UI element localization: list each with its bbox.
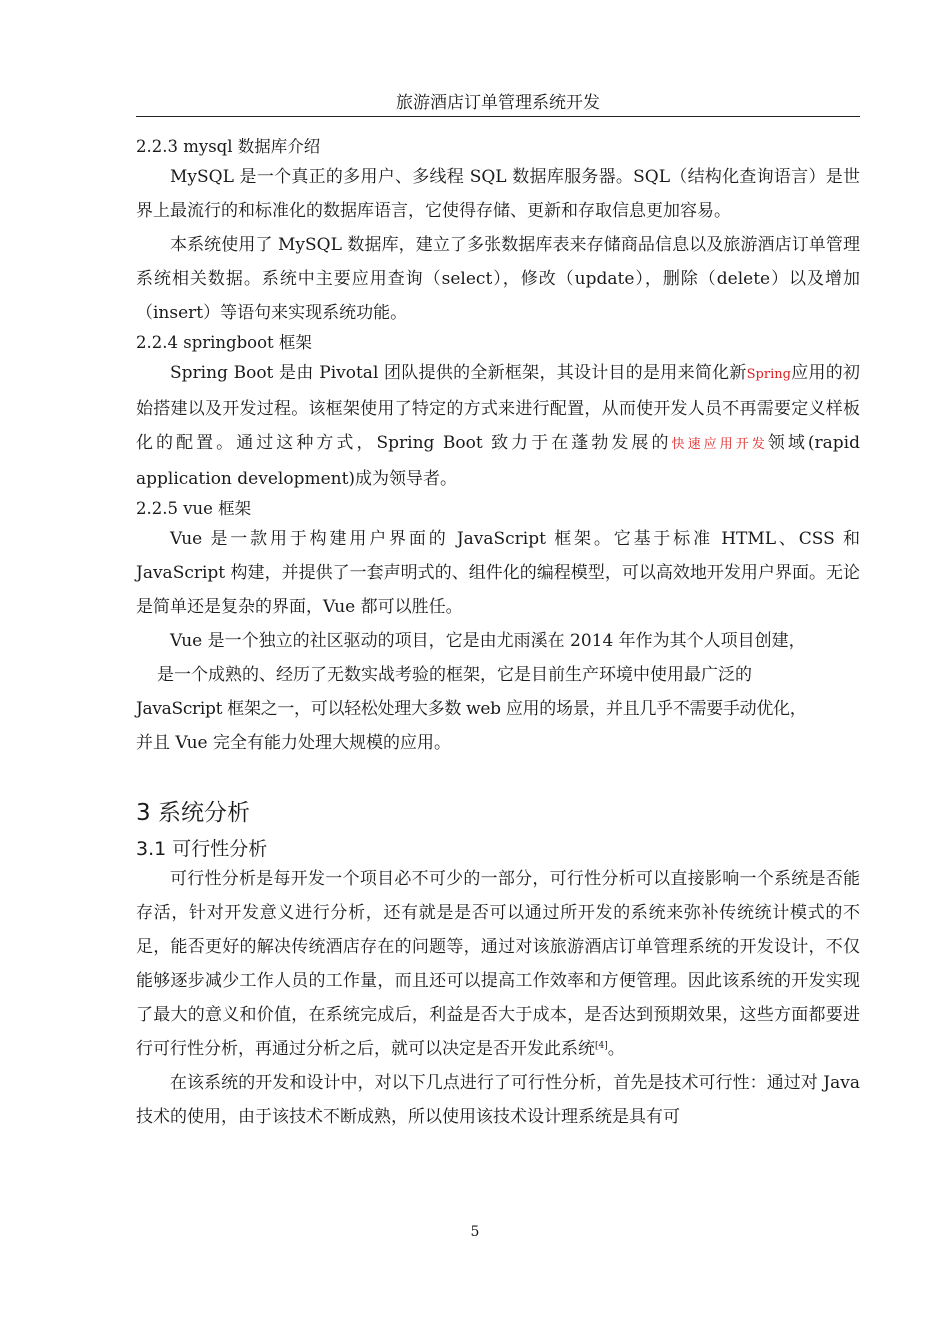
vue-history-line-4: 并且 Vue 完全有能力处理大规模的应用。 <box>136 733 452 753</box>
text-span: 。 <box>607 1039 625 1059</box>
page-content <box>136 134 860 1134</box>
section-heading-3-1: 3.1 可行性分析 <box>136 838 268 860</box>
chapter-heading-3: 3 系统分析 <box>136 800 250 826</box>
vue-history-line-3: JavaScript 框架之一，可以轻松处理大多数 web 应用的场景，并且几乎不需要手动优化， <box>136 699 807 719</box>
paragraph-mysql-usage: 本系统使用了 MySQL 数据库，建立了多张数据库表来存储商品信息以及旅游酒店订单管理系统相关数据。系统中主要应用查询（select），修改（update），删除（delete）以及增加（insert）等语句来实现系统功能。 <box>136 235 860 323</box>
text-span: 可行性分析是每开发一个项目必不可少的一部分，可行性分析可以直接影响一个系统是否能存活，针对开发意义进行分析，还有就是是否可以通过所开发的系统来弥补传统统计模式的不足，能否更好的解决传统酒店存在的问题等，通过对该旅游酒店订单管理系统的开发设计，不仅能够逐步减少工作人员的工作量，而且还可以提高工作效率和方便管理。因此该系统的开发实现了最大的意义和价值，在系统完成后，利益是否大于成本，是否达到预期效果，这些方面都要进行可行性分析，再通过分析之后，就可以决定是否开发此系统 <box>136 869 860 1059</box>
rapid-dev-link[interactable]: 快速应用开发 <box>671 437 768 452</box>
text-span: Spring Boot 是由 Pivotal 团队提供的全新框架，其设计目的是用来简化新 <box>170 363 747 383</box>
text-span: 领域(rapid application development)成为领导者。 <box>136 433 860 489</box>
citation-4[interactable]: [4] <box>595 1041 608 1051</box>
section-heading-2-2-4: 2.2.4 springboot 框架 <box>136 333 312 352</box>
paragraph-vue-intro: Vue 是一款用于构建用户界面的 JavaScript 框架。它基于标准 HTML、CSS 和 JavaScript 构建，并提供了一套声明式的、组件化的编程模型，可以高效地开发用户界面。无论是简单还是复杂的界面，Vue 都可以胜任。 <box>136 529 860 617</box>
header-rule <box>136 116 860 117</box>
vue-history-line-1: Vue 是一个独立的社区驱动的项目，它是由尤雨溪在 2014 年作为其个人项目创建， <box>170 631 806 651</box>
vue-history-line-2: 是一个成熟的、经历了无数实战考验的框架，它是目前生产环境中使用最广泛的 <box>157 665 752 685</box>
paragraph-springboot <box>136 356 860 496</box>
running-header: 旅游酒店订单管理系统开发 <box>396 93 600 113</box>
paragraph-mysql-intro: MySQL 是一个真正的多用户、多线程 SQL 数据库服务器。SQL（结构化查询语言）是世界上最流行的和标准化的数据库语言，它使得存储、更新和存取信息更加容易。 <box>136 167 860 221</box>
section-heading-2-2-3: 2.2.3 mysql 数据库介绍 <box>136 137 321 156</box>
spring-link[interactable]: Spring <box>746 367 791 382</box>
paragraph-vue-history <box>136 624 860 760</box>
section-heading-2-2-5: 2.2.5 vue 框架 <box>136 499 252 518</box>
text-span: 应用的初始搭建以及开发过程。该框架使用了特定的方式来进行配置，从而使开发人员不再需要定义样板化的配置。通过这种方式，Spring Boot 致力于在蓬勃发展的 <box>136 363 861 453</box>
page-number: 5 <box>470 1224 480 1240</box>
paragraph-technical-feasibility: 在该系统的开发和设计中，对以下几点进行了可行性分析，首先是技术可行性：通过对 Java 技术的使用，由于该技术不断成熟，所以使用该技术设计理系统是具有可 <box>136 1073 860 1127</box>
paragraph-feasibility <box>136 862 860 1066</box>
